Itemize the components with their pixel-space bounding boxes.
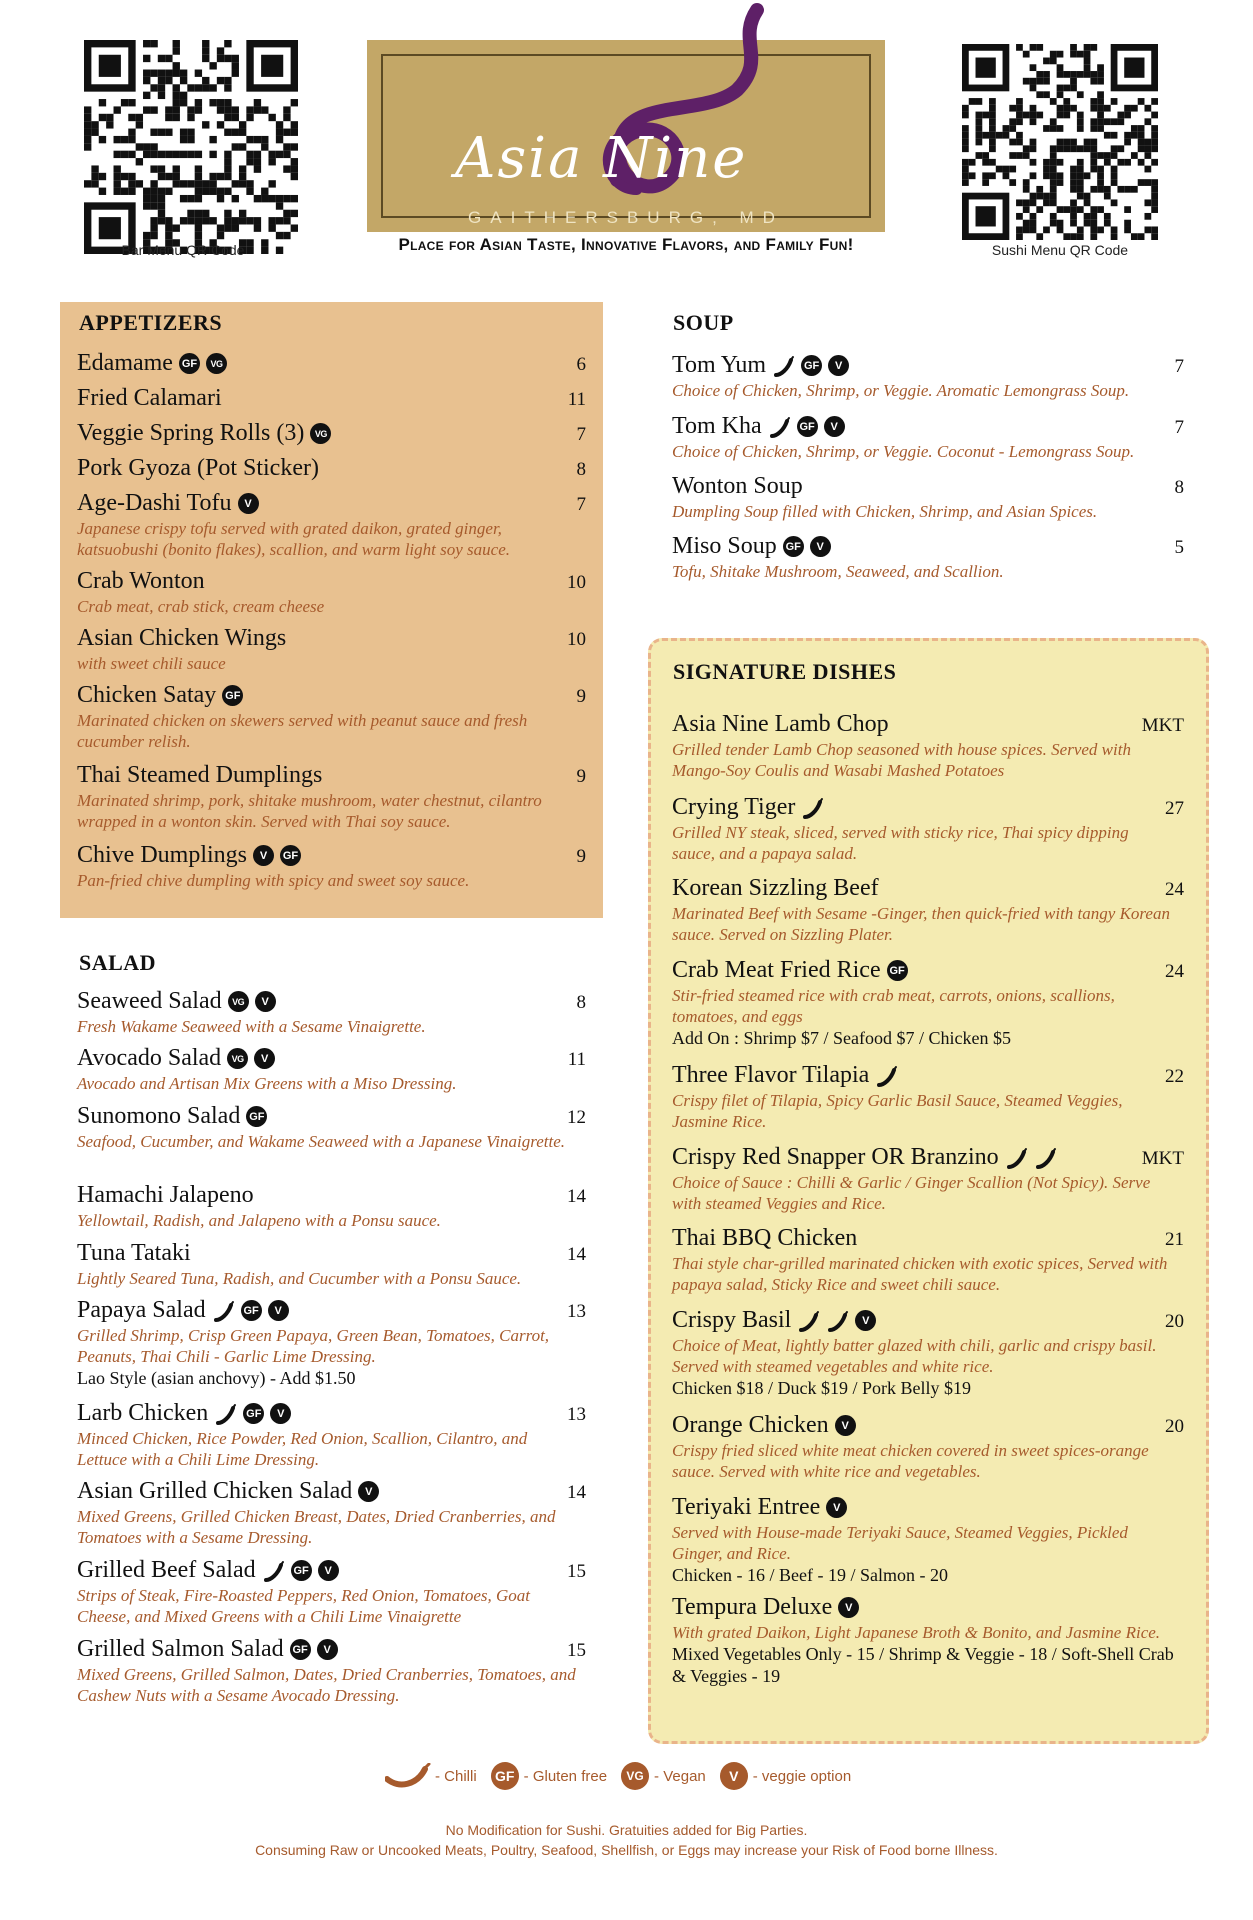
soup-title: SOUP <box>673 310 734 335</box>
menu-item <box>672 794 1184 864</box>
menu-item-price: 9 <box>576 766 586 787</box>
sushi-menu-qr-code[interactable] <box>962 44 1158 240</box>
menu-item-price: 14 <box>567 1186 586 1207</box>
menu-item-price: MKT <box>1141 715 1184 736</box>
menu-item-name: Crispy Basil <box>672 1307 792 1333</box>
menu-item-description: Choice of Chicken, Shrimp, or Veggie. Aromatic Lemongrass Soup. <box>672 381 1130 400</box>
menu-item-description: Grilled Shrimp, Crisp Green Papaya, Green Bean, Tomatoes, Carrot, Peanuts, Thai Chili - Garlic Lime Dressing. <box>77 1326 550 1366</box>
menu-item-description: Mixed Greens, Grilled Salmon, Dates, Dried Cranberries, Tomatoes, and Cashew Nuts with a Sesame Avocado Dressing. <box>77 1665 576 1705</box>
menu-item-description: Crispy fried sliced white meat chicken covered in sweet spices-orange sauce. Served with white rice and vegetables. <box>672 1441 1149 1481</box>
menu-item <box>672 413 1184 462</box>
menu-item-price: 12 <box>567 1107 586 1128</box>
vegan-icon: VG <box>227 1048 248 1069</box>
menu-item-price: 21 <box>1165 1229 1184 1250</box>
menu-item-price: 27 <box>1165 798 1184 819</box>
menu-item <box>672 1062 1184 1132</box>
menu-item-name: Tom Kha <box>672 413 762 439</box>
menu-item-name: Crispy Red Snapper OR Branzino <box>672 1144 999 1170</box>
menu-item-note: Mixed Vegetables Only - 15 / Shrimp & Veggie - 18 / Soft-Shell Crab & Veggies - 19 <box>672 1644 1174 1686</box>
menu-item-name: Fried Calamari <box>77 385 222 411</box>
menu-item-description: Strips of Steak, Fire-Roasted Peppers, Red Onion, Tomatoes, Goat Cheese, and Mixed Greens with a Chili Lime Vinaigrette <box>77 1586 530 1626</box>
menu-item-description: Pan-fried chive dumpling with spicy and sweet soy sauce. <box>77 871 470 890</box>
signature-title: SIGNATURE DISHES <box>673 659 897 684</box>
veggie-option-icon: V <box>835 1415 856 1436</box>
menu-item-name: Three Flavor Tilapia <box>672 1062 870 1088</box>
menu-item <box>77 350 586 377</box>
gluten-free-icon: GF <box>491 1762 519 1790</box>
menu-item-name: Sunomono Salad <box>77 1103 241 1129</box>
chili-icon <box>827 1310 849 1332</box>
veggie-option-icon: V <box>826 1497 847 1518</box>
menu-item <box>672 533 1184 582</box>
menu-item <box>77 490 586 560</box>
menu-item-name: Crying Tiger <box>672 794 796 820</box>
menu-item-price: 20 <box>1165 1416 1184 1437</box>
menu-item-description: Served with House-made Teriyaki Sauce, Steamed Veggies, Pickled Ginger, and Rice. <box>672 1523 1128 1563</box>
menu-item <box>77 1636 586 1706</box>
veggie-option-icon: V <box>255 991 276 1012</box>
menu-item <box>77 988 586 1037</box>
menu-item-name: Larb Chicken <box>77 1400 209 1426</box>
menu-item <box>672 1412 1184 1482</box>
menu-item-description: Minced Chicken, Rice Powder, Red Onion, Scallion, Cilantro, and Lettuce with a Chili Lime Dressing. <box>77 1429 528 1469</box>
menu-item-price: 15 <box>567 1561 586 1582</box>
menu-item-price: 10 <box>567 572 586 593</box>
menu-item-name: Asian Chicken Wings <box>77 625 287 651</box>
menu-item <box>77 455 586 482</box>
menu-item-name: Veggie Spring Rolls (3) <box>77 420 305 446</box>
veggie-option-icon: V <box>254 1048 275 1069</box>
menu-item-price: 7 <box>1174 356 1184 377</box>
menu-item-price: 8 <box>1174 477 1184 498</box>
menu-item <box>672 1494 1184 1586</box>
menu-item-name: Age-Dashi Tofu <box>77 490 232 516</box>
chili-icon <box>769 416 791 438</box>
menu-item-price: 5 <box>1174 537 1184 558</box>
veggie-option-icon: V <box>270 1403 291 1424</box>
veggie-option-icon: V <box>810 536 831 557</box>
menu-item-price: 15 <box>567 1640 586 1661</box>
chili-icon <box>876 1065 898 1087</box>
menu-item-name: Teriyaki Entree <box>672 1494 821 1520</box>
menu-item-name: Papaya Salad <box>77 1297 206 1323</box>
gluten-free-icon: GF <box>783 536 804 557</box>
menu-item <box>672 711 1184 781</box>
menu-item <box>672 352 1184 401</box>
logo-text: Asia Nine <box>455 126 748 191</box>
menu-item-price: 11 <box>567 389 586 410</box>
menu-item-price: 13 <box>567 1404 586 1425</box>
gluten-free-icon: GF <box>797 416 818 437</box>
logo-location: GAITHERSBURG, MD <box>468 208 784 227</box>
legend-v-label: - veggie option <box>752 1767 852 1785</box>
menu-item-price: 6 <box>576 354 586 375</box>
gluten-free-icon: GF <box>291 1560 312 1581</box>
menu-item-name: Asia Nine Lamb Chop <box>672 711 889 737</box>
chili-icon <box>802 797 824 819</box>
menu-item-price: 24 <box>1165 961 1184 982</box>
menu-item-price: 7 <box>576 494 586 515</box>
menu-item-name: Crab Wonton <box>77 568 205 594</box>
menu-item <box>672 1594 1184 1687</box>
veggie-option-icon: V <box>358 1481 379 1502</box>
menu-item-price: 20 <box>1165 1311 1184 1332</box>
menu-item-description: Avocado and Artisan Mix Greens with a Miso Dressing. <box>77 1074 457 1093</box>
menu-item <box>672 1225 1184 1295</box>
menu-item-name: Pork Gyoza (Pot Sticker) <box>77 455 319 481</box>
menu-item-description: With grated Daikon, Light Japanese Broth & Bonito, and Jasmine Rice. <box>672 1623 1161 1642</box>
menu-item-name: Miso Soup <box>672 533 777 559</box>
menu-item-description: Fresh Wakame Seaweed with a Sesame Vinaigrette. <box>77 1017 426 1036</box>
menu-item <box>77 1103 586 1152</box>
menu-item-name: Asian Grilled Chicken Salad <box>77 1478 353 1504</box>
chili-icon <box>1035 1147 1057 1169</box>
menu-item-description: Tofu, Shitake Mushroom, Seaweed, and Scallion. <box>672 562 1004 581</box>
menu-item <box>77 1240 586 1289</box>
menu-item-description: Japanese crispy tofu served with grated daikon, grated ginger, katsuobushi (bonito flakes), scallion, and warm light soy sauce. <box>77 519 510 559</box>
menu-item-description: Choice of Sauce : Chilli & Garlic / Ginger Scallion (Not Spicy). Serve with steamed Veggies and Rice. <box>672 1173 1151 1213</box>
veggie-option-icon: V <box>253 845 274 866</box>
menu-item-name: Tempura Deluxe <box>672 1594 833 1620</box>
chili-icon <box>213 1300 235 1322</box>
menu-item <box>672 1307 1184 1399</box>
menu-item-description: Seafood, Cucumber, and Wakame Seaweed with a Japanese Vinaigrette. <box>77 1132 566 1151</box>
menu-item-name: Avocado Salad <box>77 1045 222 1071</box>
menu-item-name: Wonton Soup <box>672 473 803 499</box>
menu-item <box>77 842 586 891</box>
footer-line-2: Consuming Raw or Uncooked Meats, Poultry, Seafood, Shellfish, or Eggs may increase your Risk of Food borne Illness. <box>255 1842 998 1858</box>
chili-icon <box>798 1310 820 1332</box>
menu-item <box>77 1478 586 1548</box>
menu-item-description: Marinated shrimp, pork, shitake mushroom, water chestnut, cilantro wrapped in a wonton skin. Served with Thai soy sauce. <box>77 791 542 831</box>
menu-item-price: 9 <box>576 686 586 707</box>
menu-item-description: Grilled tender Lamb Chop seasoned with house spices. Served with Mango-Soy Coulis and Wasabi Mashed Potatoes <box>672 740 1131 780</box>
sushi-menu-qr-caption: Sushi Menu QR Code <box>991 242 1129 258</box>
vegan-icon: VG <box>206 353 227 374</box>
menu-item-description: Dumpling Soup filled with Chicken, Shrimp, and Asian Spices. <box>672 502 1098 521</box>
legend <box>385 1762 865 1790</box>
veggie-option-icon: V <box>838 1597 859 1618</box>
menu-item-description: Choice of Meat, lightly batter glazed with chili, garlic and crispy basil. Served with steamed vegetables and white rice. <box>672 1336 1157 1376</box>
menu-item <box>77 420 586 447</box>
menu-item-price: MKT <box>1141 1148 1184 1169</box>
legend-chili-label: - Chilli <box>435 1767 477 1785</box>
menu-item-name: Edamame <box>77 350 173 376</box>
vegan-icon: VG <box>310 423 331 444</box>
chili-icon <box>263 1560 285 1582</box>
salad-title: SALAD <box>79 950 157 975</box>
menu-item-description: Marinated Beef with Sesame -Ginger, then quick-fried with tangy Korean sauce. Served on Sizzling Plater. <box>672 904 1170 944</box>
menu-item-description: Mixed Greens, Grilled Chicken Breast, Dates, Dried Cranberries, and Tomatoes with a Sesame Dressing. <box>77 1507 556 1547</box>
veggie-option-icon: V <box>824 416 845 437</box>
menu-item-description: Lightly Seared Tuna, Radish, and Cucumber with a Ponsu Sauce. <box>77 1269 522 1288</box>
menu-item-price: 11 <box>567 1049 586 1070</box>
menu-item <box>77 1045 586 1094</box>
gluten-free-icon: GF <box>222 685 243 706</box>
menu-item-name: Tuna Tataki <box>77 1240 191 1266</box>
veggie-option-icon: V <box>828 355 849 376</box>
gluten-free-icon: GF <box>246 1106 267 1127</box>
menu-item <box>77 625 586 674</box>
chili-icon <box>215 1403 237 1425</box>
gluten-free-icon: GF <box>241 1300 262 1321</box>
menu-item <box>77 682 586 752</box>
menu-item-price: 22 <box>1165 1066 1184 1087</box>
chili-icon <box>773 355 795 377</box>
tagline: Place for Asian Taste, Innovative Flavors, and Family Fun! <box>398 235 854 254</box>
menu-item-price: 8 <box>576 992 586 1013</box>
veggie-option-icon: V <box>317 1639 338 1660</box>
menu-item <box>77 1297 586 1389</box>
gluten-free-icon: GF <box>801 355 822 376</box>
menu-item-description: Yellowtail, Radish, and Jalapeno with a Ponsu sauce. <box>77 1211 441 1230</box>
menu-item-name: Crab Meat Fried Rice <box>672 957 881 983</box>
veggie-option-icon: V <box>268 1300 289 1321</box>
veggie-option-icon: V <box>720 1762 748 1790</box>
menu-item-name: Seaweed Salad <box>77 988 222 1014</box>
menu-item <box>77 1182 586 1231</box>
menu-item <box>77 385 586 412</box>
menu-item-name: Korean Sizzling Beef <box>672 875 879 901</box>
vegan-icon: VG <box>228 991 249 1012</box>
menu-item-price: 14 <box>567 1244 586 1265</box>
menu-item-price: 7 <box>1174 417 1184 438</box>
menu-item-name: Thai BBQ Chicken <box>672 1225 858 1251</box>
menu-item <box>77 568 586 617</box>
menu-item-description: Choice of Chicken, Shrimp, or Veggie. Coconut - Lemongrass Soup. <box>672 442 1135 461</box>
menu-item <box>672 957 1184 1049</box>
menu-item-description: Crispy filet of Tilapia, Spicy Garlic Basil Sauce, Steamed Veggies, Jasmine Rice. <box>672 1091 1123 1131</box>
restaurant-logo <box>367 40 885 232</box>
menu-item-name: Chicken Satay <box>77 682 217 708</box>
gluten-free-icon: GF <box>243 1403 264 1424</box>
appetizers-title: APPETIZERS <box>79 310 223 335</box>
menu-item-name: Chive Dumplings <box>77 842 248 868</box>
menu-item <box>672 1144 1184 1214</box>
menu-item-description: Marinated chicken on skewers served with peanut sauce and fresh cucumber relish. <box>77 711 528 751</box>
menu-item-name: Thai Steamed Dumplings <box>77 762 323 788</box>
menu-item-description: Crab meat, crab stick, cream cheese <box>77 597 325 616</box>
menu-item-name: Grilled Beef Salad <box>77 1557 256 1583</box>
gluten-free-icon: GF <box>179 353 200 374</box>
menu-item <box>77 762 586 832</box>
menu-item-price: 24 <box>1165 879 1184 900</box>
menu-item-price: 10 <box>567 629 586 650</box>
menu-item-price: 9 <box>576 846 586 867</box>
menu-item-price: 14 <box>567 1482 586 1503</box>
gluten-free-icon: GF <box>280 845 301 866</box>
veggie-option-icon: V <box>318 1560 339 1581</box>
menu-item-description: Stir-fried steamed rice with crab meat, carrots, onions, scallions, tomatoes, and eggs <box>672 986 1115 1026</box>
gluten-free-icon: GF <box>290 1639 311 1660</box>
menu-item-note: Add On : Shrimp $7 / Seafood $7 / Chicken $5 <box>672 1028 1011 1048</box>
menu-item-name: Grilled Salmon Salad <box>77 1636 284 1662</box>
menu-item <box>77 1400 586 1470</box>
menu-item-price: 13 <box>567 1301 586 1322</box>
menu-item-description: Grilled NY steak, sliced, served with sticky rice, Thai spicy dipping sauce, and a papaya salad. <box>672 823 1129 863</box>
veggie-option-icon: V <box>238 493 259 514</box>
veggie-option-icon: V <box>855 1310 876 1331</box>
bar-menu-qr-code[interactable] <box>84 40 298 254</box>
menu-item-name: Orange Chicken <box>672 1412 829 1438</box>
menu-item-description: Thai style char-grilled marinated chicken with exotic spices, Served with papaya salad, Sticky Rice and sweet chili sauce. <box>672 1254 1168 1294</box>
chili-icon <box>385 1763 431 1789</box>
menu-item-note: Chicken - 16 / Beef - 19 / Salmon - 20 <box>672 1565 948 1585</box>
footer-line-1: No Modification for Sushi. Gratuities added for Big Parties. <box>445 1822 808 1838</box>
menu-item-note: Lao Style (asian anchovy) - Add $1.50 <box>77 1368 356 1388</box>
menu-item <box>672 473 1184 522</box>
menu-item-description: with sweet chili sauce <box>77 654 226 673</box>
menu-item-price: 7 <box>576 424 586 445</box>
menu-item <box>672 875 1184 945</box>
legend-gf-label: - Gluten free <box>523 1767 608 1785</box>
menu-item-note: Chicken $18 / Duck $19 / Pork Belly $19 <box>672 1378 971 1398</box>
bar-menu-qr-caption: Bar Menu QR Code <box>121 242 245 258</box>
menu-item-price: 8 <box>576 459 586 480</box>
vegan-icon: VG <box>621 1762 649 1790</box>
menu-item-name: Tom Yum <box>672 352 767 378</box>
menu-item-name: Hamachi Jalapeno <box>77 1182 254 1208</box>
gluten-free-icon: GF <box>887 960 908 981</box>
chili-icon <box>1006 1147 1028 1169</box>
menu-item <box>77 1557 586 1627</box>
legend-vg-label: - Vegan <box>654 1767 706 1785</box>
